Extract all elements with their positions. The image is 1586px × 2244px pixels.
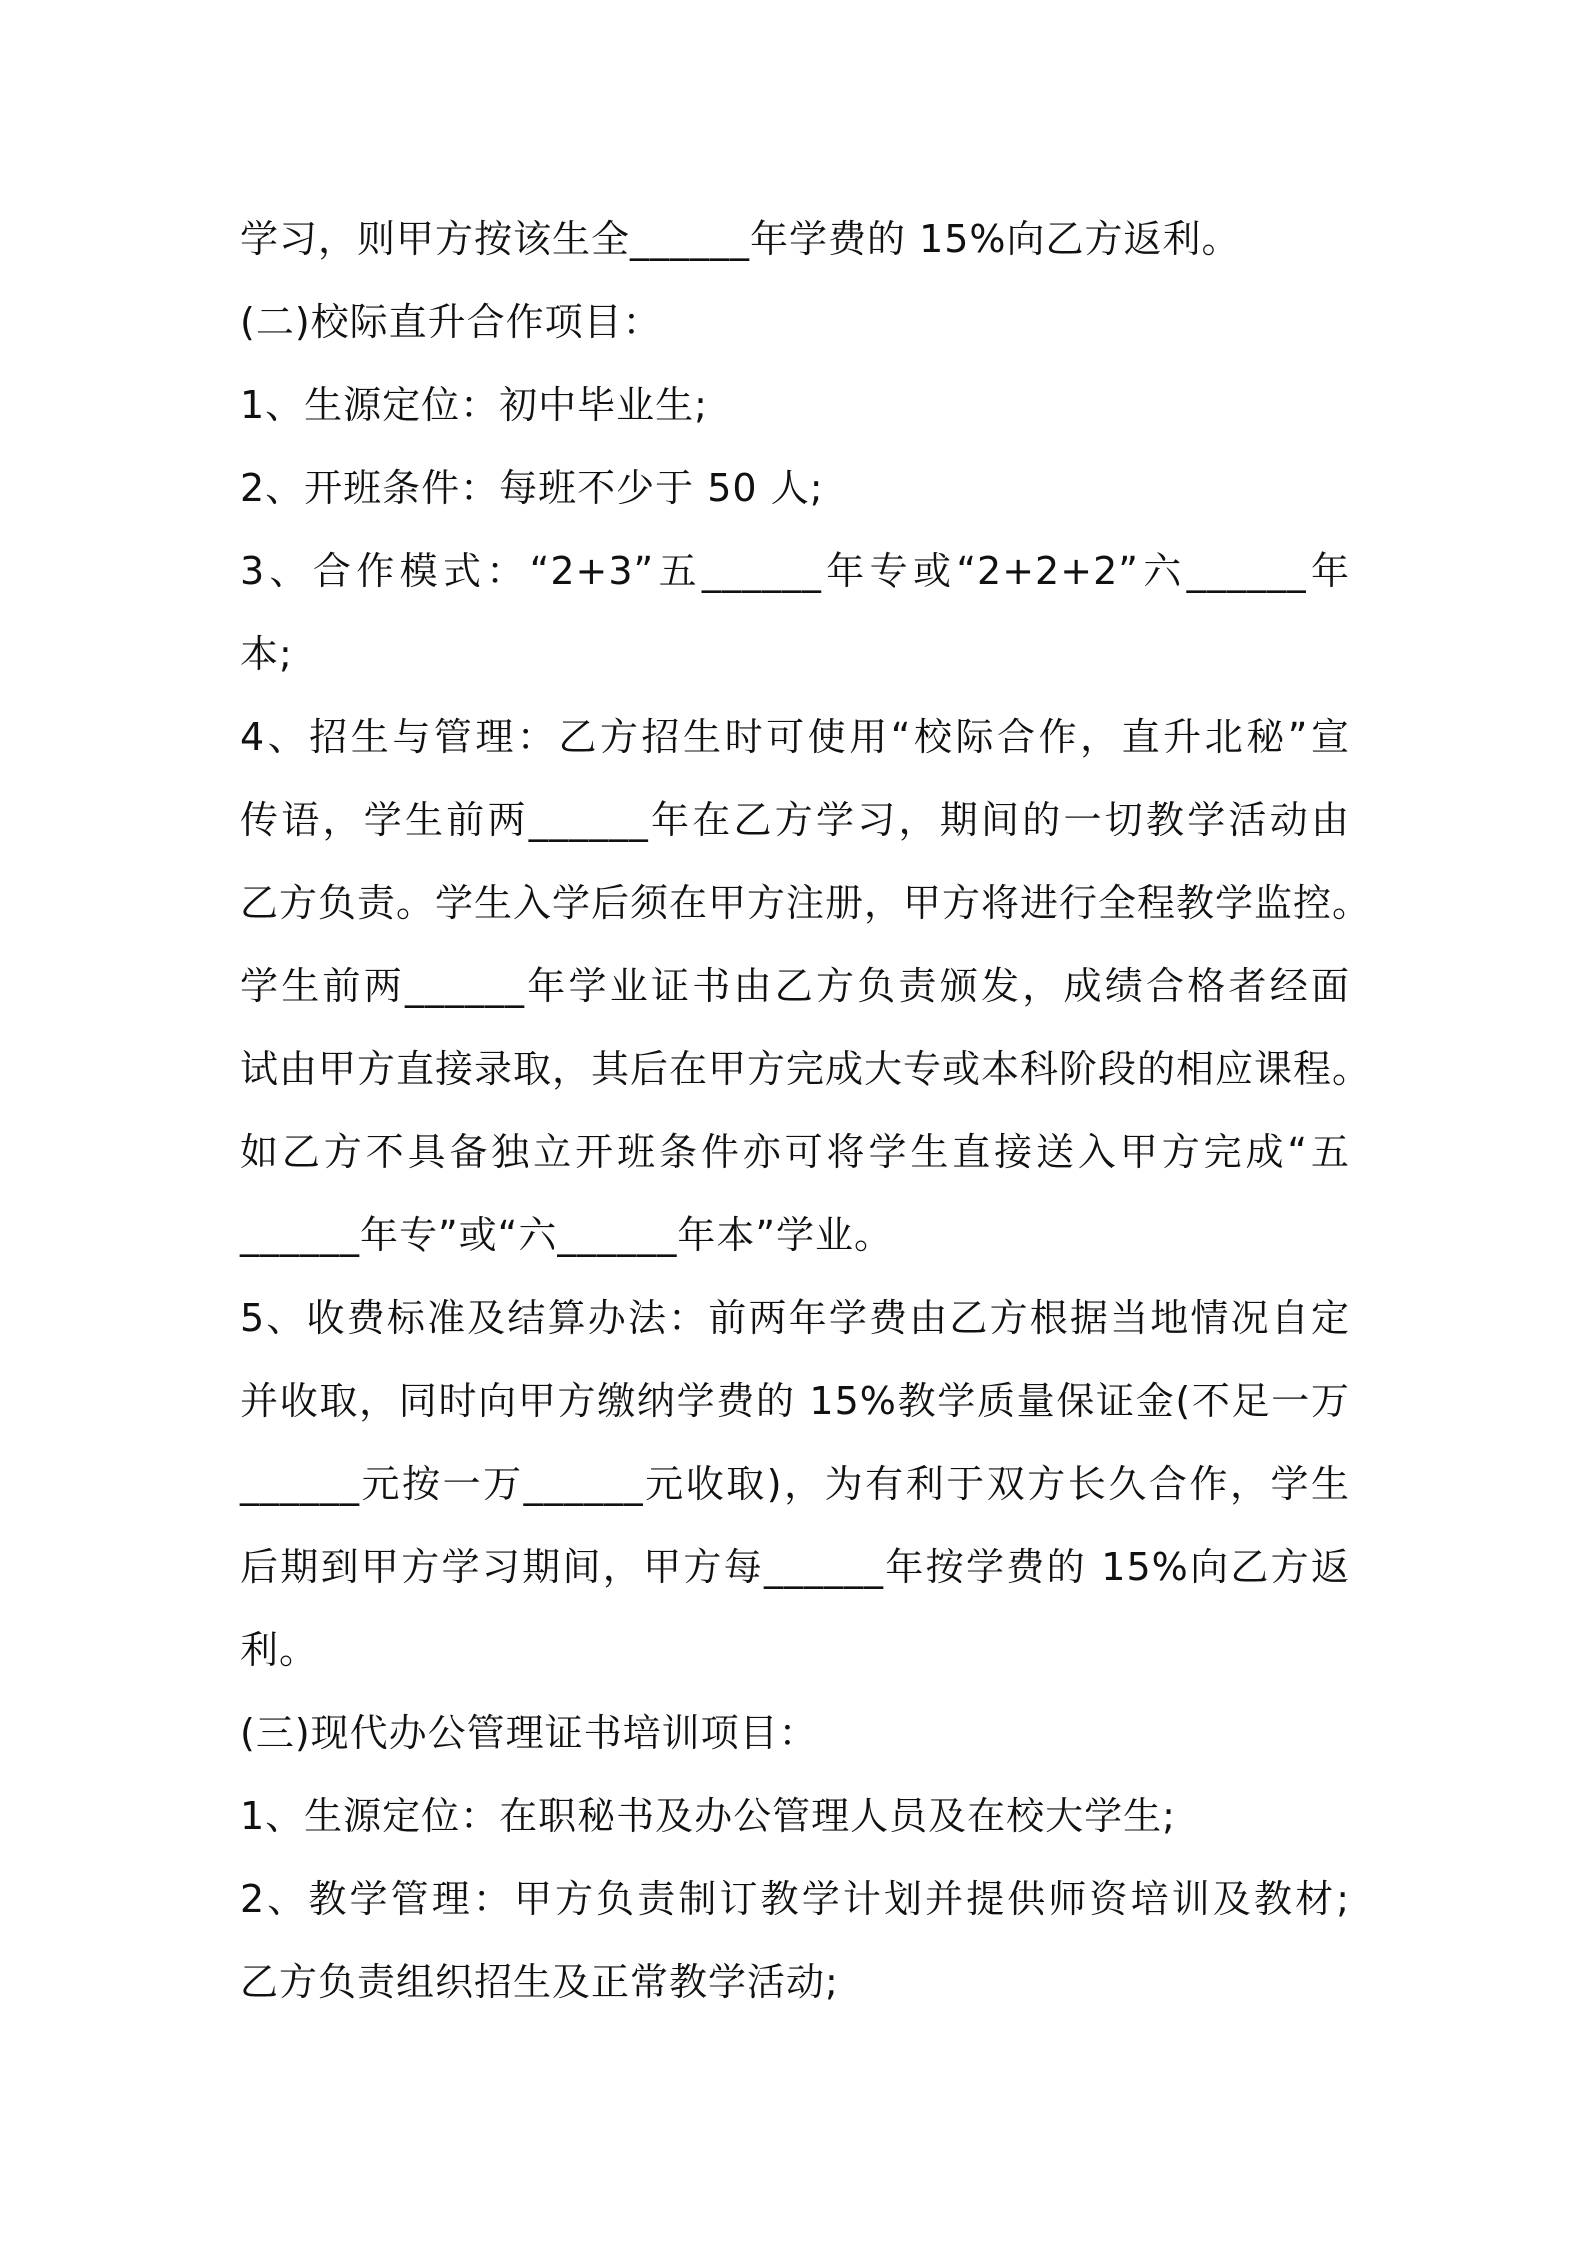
text-line-20: 1、生源定位：在职秘书及办公管理人员及在校大学生; bbox=[240, 1794, 1176, 1838]
text-line-14: 5、收费标准及结算办法：前两年学费由乙方根据当地情况自定 bbox=[240, 1296, 1350, 1340]
text-line-15: 并收取，同时向甲方缴纳学费的 15%教学质量保证金(不足一万 bbox=[240, 1379, 1350, 1423]
text-line-9: 乙方负责。学生入学后须在甲方注册，甲方将进行全程教学监控。 bbox=[240, 881, 1372, 925]
text-line-16: ______元按一万______元收取)，为有利于双方长久合作，学生 bbox=[240, 1462, 1350, 1506]
section-heading-3: (三)现代办公管理证书培训项目： bbox=[240, 1711, 818, 1755]
text-line-11: 试由甲方直接录取，其后在甲方完成大专或本科阶段的相应课程。 bbox=[240, 1047, 1372, 1091]
text-line-10: 学生前两______年学业证书由乙方负责颁发，成绩合格者经面 bbox=[240, 964, 1350, 1008]
text-line-21: 2、教学管理：甲方负责制订教学计划并提供师资培训及教材; bbox=[240, 1877, 1350, 1921]
text-line-22: 乙方负责组织招生及正常教学活动; bbox=[240, 1960, 839, 2004]
text-line-12: 如乙方不具备独立开班条件亦可将学生直接送入甲方完成“五 bbox=[240, 1130, 1350, 1174]
text-line-4: 2、开班条件：每班不少于 50 人; bbox=[240, 466, 824, 510]
text-line-6: 本; bbox=[240, 632, 293, 676]
document-body bbox=[240, 198, 1372, 2024]
text-line-1: 学习，则甲方按该生全______年学费的 15%向乙方返利。 bbox=[240, 217, 1241, 261]
text-line-3: 1、生源定位：初中毕业生; bbox=[240, 383, 708, 427]
section-heading-2: (二)校际直升合作项目： bbox=[240, 300, 662, 344]
text-line-5: 3、合作模式：“2+3”五______年专或“2+2+2”六______年 bbox=[240, 549, 1350, 593]
text-line-18: 利。 bbox=[240, 1628, 319, 1672]
text-line-13: ______年专”或“六______年本”学业。 bbox=[240, 1213, 894, 1257]
text-line-8: 传语，学生前两______年在乙方学习，期间的一切教学活动由 bbox=[240, 798, 1350, 842]
text-line-17: 后期到甲方学习期间，甲方每______年按学费的 15%向乙方返 bbox=[240, 1545, 1350, 1589]
text-line-7: 4、招生与管理：乙方招生时可使用“校际合作，直升北秘”宣 bbox=[240, 715, 1350, 759]
